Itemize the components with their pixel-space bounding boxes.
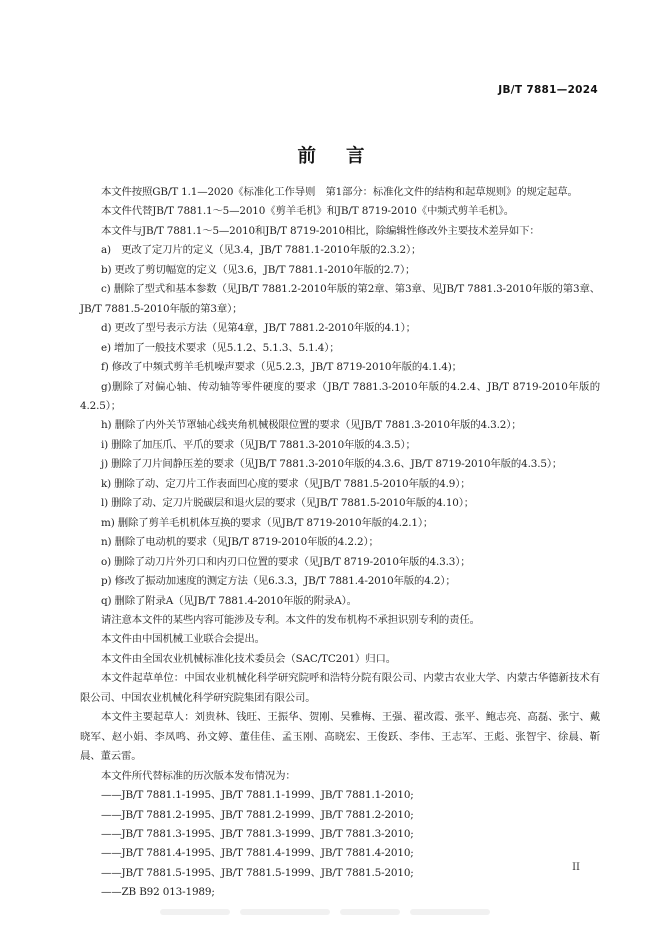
list-item: f) 修改了中频式剪羊毛机噪声要求（见5.2.3，JB/T 8719-2010年版的4.1.4)； (101, 361, 462, 374)
paragraph: 本文件所代替标准的历次版本发布情况为： (101, 769, 296, 782)
list-item: h) 删除了内外关节罩轴心线夹角机械极限位置的要求（见JB/T 7881.3-2010年版的4.3.2）； (101, 419, 522, 432)
history-item: ——JB/T 7881.3-1995、JB/T 7881.3-1999、JB/T 7881.3-2010; (101, 827, 414, 840)
history-item: ——JB/T 7881.2-1995、JB/T 7881.2-1999、JB/T 7881.2-2010; (101, 808, 414, 821)
list-item: m) 删除了剪羊毛机机体互换的要求（见JB/T 8719-2010年版的4.2.1）； (101, 516, 434, 529)
history-item: ——JB/T 7881.5-1995、JB/T 7881.5-1999、JB/T 7881.5-2010; (101, 866, 414, 879)
list-item: c) 删除了型式和基本参数（见JB/T 7881.2-2010年版的第2章、第3章、见JB/T 7881.3-2010年版的第3章、JB/T 7881.5-2010年版的第3章）； (80, 283, 600, 315)
foreword-body (80, 183, 600, 903)
list-item: k) 删除了动、定刀片工作表面凹心度的要求（见JB/T 7881.5-2010年版的4.9）； (101, 477, 471, 490)
list-item: p) 修改了振动加速度的测定方法（见6.3.3，JB/T 7881.4-2010年版的4.2）； (101, 575, 456, 588)
paragraph: 本文件代替JB/T 7881.1～5—2010《剪羊毛机》和JB/T 8719-2010《中频式剪羊毛机》。 (101, 205, 514, 218)
list-item: n) 删除了电动机的要求（见JB/T 8719-2010年版的4.2.2）； (101, 536, 379, 549)
list-item: o) 删除了动刀片外刃口和内刃口位置的要求（见JB/T 8719-2010年版的4.3.3）； (101, 555, 471, 568)
history-item: ——JB/T 7881.4-1995、JB/T 7881.4-1999、JB/T 7881.4-2010; (101, 847, 414, 860)
paragraph: 本文件主要起草人：刘贵林、钱旺、王振华、贺刚、吴雅梅、王强、翟改霞、张平、鲍志亮、高磊、张宁、戴晓军、赵小娟、李凤鸣、孙文婷、董佳佳、孟玉刚、高晓宏、王俊跃、李伟、王志军、王彪、张智宇、徐晨、靳晨、董云雷。 (80, 711, 600, 763)
page-title: 前言 (297, 146, 395, 167)
paragraph: 请注意本文件的某些内容可能涉及专利。本文件的发布机构不承担识别专利的责任。 (101, 613, 480, 626)
paragraph: 本文件按照GB/T 1.1—2020《标准化工作导则 第1部分：标准化文件的结构和起草规则》的规定起草。 (101, 186, 578, 198)
paragraph: 本文件起草单位：中国农业机械化科学研究院呼和浩特分院有限公司、内蒙古农业大学、内蒙古华德新技术有限公司、中国农业机械化科学研究院集团有限公司。 (80, 672, 600, 704)
history-item: ——ZB B92 013-1989; (101, 886, 215, 899)
paragraph: 本文件与JB/T 7881.1～5—2010和JB/T 8719-2010相比，除编辑性修改外主要技术差异如下： (101, 224, 540, 237)
document-code: JB/T 7881—2024 (498, 84, 598, 96)
list-item: d) 更改了型号表示方法（见第4章，JB/T 7881.2-2010年版的4.1）； (101, 322, 416, 335)
list-item: q) 删除了附录A（见JB/T 7881.4-2010年版的附录A）。 (101, 594, 357, 607)
page-number: II (572, 862, 580, 873)
list-item: g)删除了对偏心轴、传动轴等零件硬度的要求（JB/T 7881.3-2010年版的4.2.4、JB/T 8719-2010年版的4.2.5）； (80, 380, 600, 412)
list-item: j) 删除了刀片间静压差的要求（见JB/T 7881.3-2010年版的4.3.6、JB/T 8719-2010年版的4.3.5）； (101, 458, 563, 471)
paragraph: 本文件由全国农业机械标准化技术委员会（SAC/TC201）归口。 (101, 652, 396, 665)
list-item: b) 更改了剪切幅宽的定义（见3.6，JB/T 7881.1-2010年版的2.7）； (101, 263, 416, 276)
list-item: e) 增加了一般技术要求（见5.1.2、5.1.3、5.1.4）； (101, 341, 340, 354)
paragraph: 本文件由中国机械工业联合会提出。 (101, 633, 265, 646)
list-item: l) 删除了动、定刀片脱碳层和退火层的要求（见JB/T 7881.5-2010年版的4.10）； (101, 497, 475, 510)
list-item: i) 删除了加压爪、平爪的要求（见JB/T 7881.3-2010年版的4.3.5）； (101, 438, 416, 451)
history-item: ——JB/T 7881.1-1995、JB/T 7881.1-1999、JB/T 7881.1-2010; (101, 789, 414, 802)
watermark-strip (160, 904, 500, 920)
list-item: a) 更改了定刀片的定义（见3.4，JB/T 7881.1-2010年版的2.3.2）； (101, 244, 422, 257)
